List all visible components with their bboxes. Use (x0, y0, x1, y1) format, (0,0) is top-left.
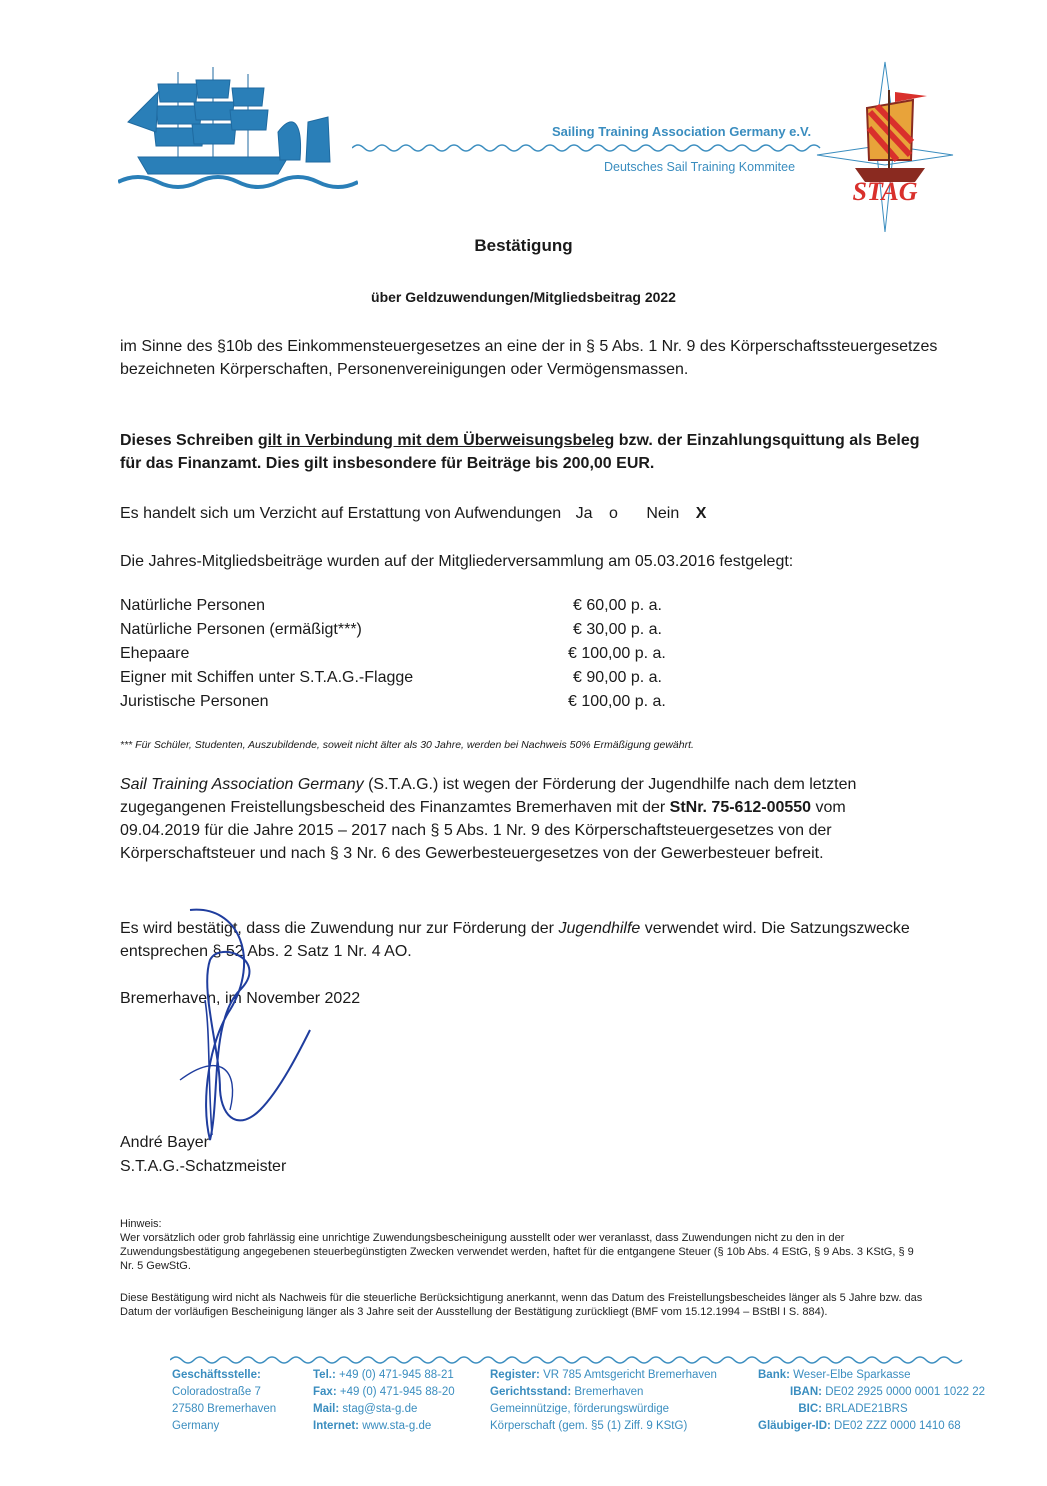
web-label: Internet: (313, 1420, 359, 1432)
footer-register (490, 1367, 717, 1435)
fee-value: € 100,00 p. a. (568, 645, 666, 662)
fee-label: Eigner mit Schiffen unter S.T.A.G.-Flagge (120, 669, 414, 686)
waiver-ja-mark: o (608, 505, 618, 522)
fax-label: Fax: (313, 1386, 337, 1398)
fee-label: Juristische Personen (120, 693, 269, 710)
register-label: Register: (490, 1369, 540, 1381)
confirm-text-2: verwendet wird. Die Satzungszwecke entsprechen § 52 Abs. 2 Satz 1 Nr. 4 AO. (120, 920, 910, 960)
office-label: Geschäftsstelle: (172, 1369, 261, 1381)
creditor-value: DE02 ZZZ 0000 1410 68 (834, 1420, 961, 1432)
notice-text-2: bzw. der Einzahlungsquittung als Beleg für das Finanzamt. Dies gilt insbesondere für Beiträge bis 200,00 EUR. (120, 432, 920, 472)
office-street: Coloradostraße 7 (172, 1386, 261, 1398)
page-subtitle: über Geldzuwendungen/Mitgliedsbeitrag 2022 (371, 289, 676, 305)
waiver-nein-label: Nein (646, 505, 680, 522)
iban-value: DE02 2925 0000 0001 1022 22 (825, 1386, 986, 1398)
bank-value: Weser-Elbe Sparkasse (793, 1369, 911, 1381)
exempt-text-1: (S.T.A.G.) ist wegen der Förderung der Jugendhilfe nach dem letzten zugegangenen Freistellungsbescheid des Finanzamtes Bremerhaven mit der (120, 776, 857, 816)
header-wave-divider (352, 140, 822, 156)
stag-logo-text: STAG (852, 177, 918, 206)
fee-value: € 30,00 p. a. (573, 621, 662, 638)
exempt-text-2: vom 09.04.2019 für die Jahre 2015 – 2017 nach § 5 Abs. 1 Nr. 9 des Körperschaftsteuergesetzes von der Körperschaftsteuer und nach § 3 Nr. 6 des Gewerbesteuergesetzes von der Gewerbesteuer befreit. (120, 799, 846, 862)
waiver-ja-label: Ja (575, 505, 593, 522)
intro-paragraph: im Sinne des §10b des Einkommensteuergesetzes an eine der in § 5 Abs. 1 Nr. 9 des Körperschaftssteuergesetzes bezeichneten Körperschaften, Personenvereinigungen oder Vermögensmassen. (120, 338, 938, 378)
bank-label: Bank: (758, 1369, 790, 1381)
nonprofit-line-1: Gemeinnützige, förderungswürdige (490, 1403, 669, 1415)
bic-value: BRLADE21BRS (825, 1403, 908, 1415)
notice-paragraph (120, 429, 930, 475)
exemption-paragraph (120, 773, 910, 865)
tel-label: Tel.: (313, 1369, 336, 1381)
waiver-nein-mark: X (695, 505, 707, 522)
fee-label: Ehepaare (120, 645, 190, 662)
mail-label: Mail: (313, 1403, 340, 1415)
footer-contact (313, 1367, 455, 1435)
signature-scribble (150, 900, 330, 1160)
web-link[interactable]: www.sta-g.de (362, 1420, 432, 1432)
office-country: Germany (172, 1420, 220, 1432)
nonprofit-line-2: Körperschaft (gem. §5 (1) Ziff. 9 KStG) (490, 1420, 688, 1432)
confirm-italic: Jugendhilfe (558, 920, 641, 937)
signer-role: S.T.A.G.-Schatzmeister (120, 1158, 287, 1175)
exempt-stnr: StNr. 75-612-00550 (669, 799, 812, 816)
tel-value: +49 (0) 471-945 88-21 (339, 1369, 454, 1381)
hint-text: Wer vorsätzlich oder grob fahrlässig eine unrichtige Zuwendungsbescheinigung ausstellt oder wer veranlasst, dass Zuwendungen nicht zu den in der Zuwendungsbestätigung angegebenen steuerbegünstigten Zwecken verwendet werden, haftet für die entgangene Steuer (§ 10b Abs. 4 EStG, § 9 Abs. 3 KStG, § 9 Nr. 5 GewStG. (120, 1232, 914, 1272)
register-value: VR 785 Amtsgericht Bremerhaven (543, 1369, 717, 1381)
iban-label: IBAN: (790, 1386, 822, 1398)
notice-underlined: gilt in Verbindung mit dem Überweisungsbeleg (257, 432, 615, 449)
tall-ship-logo (118, 62, 358, 192)
fees-intro: Die Jahres-Mitgliedsbeiträge wurden auf der Mitgliederversammlung am 05.03.2016 festgelegt: (120, 553, 794, 570)
fee-label: Natürliche Personen (120, 597, 265, 614)
validity-text: Diese Bestätigung wird nicht als Nachweis für die steuerliche Berücksichtigung anerkannt, wenn das Datum des Freistellungsbescheides länger als 5 Jahre bzw. das Datum der vorläufigen Bescheinigung länger als 3 Jahre seit der Ausstellung der Bestätigung zurückliegt (BMF vom 15.12.1994 – BStBl I S. 884). (120, 1292, 923, 1318)
page-title: Bestätigung (474, 236, 573, 255)
fee-value: € 100,00 p. a. (568, 693, 666, 710)
fax-value: +49 (0) 471-945 88-20 (339, 1386, 455, 1398)
org-name: Sailing Training Association Germany e.V. (552, 124, 812, 139)
court-label: Gerichtsstand: (490, 1386, 572, 1398)
footer-office (172, 1367, 276, 1435)
waiver-text: Es handelt sich um Verzicht auf Erstattung von Aufwendungen (120, 505, 562, 522)
creditor-label: Gläubiger-ID: (758, 1420, 831, 1432)
footer-bank (758, 1367, 985, 1435)
exempt-org-name: Sail Training Association Germany (120, 776, 364, 793)
fee-value: € 90,00 p. a. (573, 669, 662, 686)
court-value: Bremerhaven (574, 1386, 644, 1398)
stag-logo (815, 60, 955, 235)
signer-name: André Bayer (120, 1134, 209, 1151)
fees-footnote: *** Für Schüler, Studenten, Auszubildende, soweit nicht älter als 30 Jahre, werden bei Nachweis 50% Ermäßigung gewährt. (120, 739, 694, 751)
waiver-line (120, 502, 940, 525)
footer-wave-divider (170, 1352, 970, 1368)
org-subname: Deutsches Sail Training Kommitee (604, 160, 796, 174)
notice-text-1: Dieses Schreiben (120, 432, 258, 449)
fee-value: € 60,00 p. a. (573, 597, 662, 614)
hint-label: Hinweis: (120, 1218, 162, 1230)
fee-label: Natürliche Personen (ermäßigt***) (120, 621, 362, 638)
mail-link[interactable]: stag@sta-g.de (342, 1403, 418, 1415)
place-date: Bremerhaven, im November 2022 (120, 990, 361, 1007)
office-city: 27580 Bremerhaven (172, 1403, 277, 1415)
bic-label: BIC: (798, 1403, 822, 1415)
confirm-text-1: Es wird bestätigt, dass die Zuwendung nur zur Förderung der (120, 920, 559, 937)
